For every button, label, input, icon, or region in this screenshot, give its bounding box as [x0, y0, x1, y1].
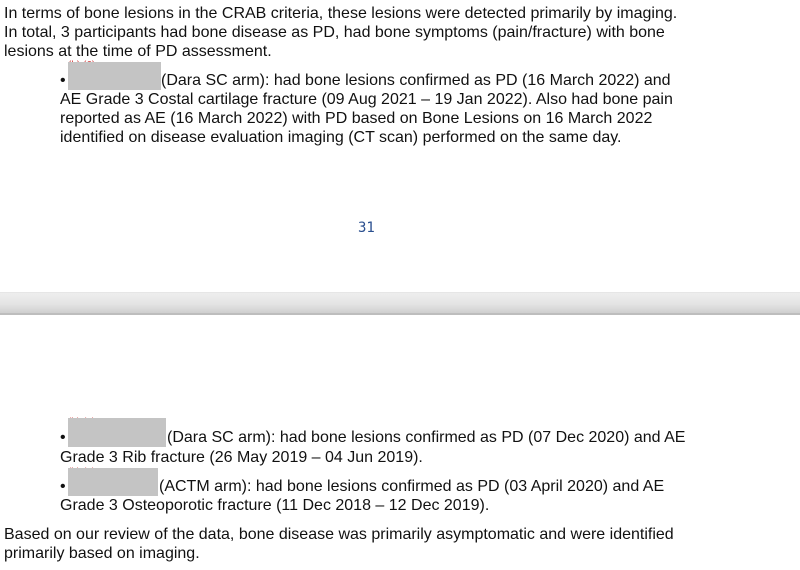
bullet-icon: • — [60, 72, 66, 89]
intro-line-3: lesions at the time of PD assessment. — [4, 43, 272, 60]
bullet-1-line-1: (Dara SC arm): had bone lesions confirmed as PD (16 March 2022) and — [161, 72, 671, 89]
page-separator — [0, 292, 800, 315]
redaction-box — [68, 62, 161, 90]
bullet-1-line-3: reported as AE (16 March 2022) with PD based on Bone Lesions on 16 March 2022 — [60, 110, 653, 127]
redaction-box — [68, 418, 166, 447]
bullet-icon: • — [60, 478, 66, 495]
bullet-2-line-1: (Dara SC arm): had bone lesions confirmed as PD (07 Dec 2020) and AE — [167, 429, 686, 446]
bullet-3-line-2: Grade 3 Osteoporotic fracture (11 Dec 2018 – 12 Dec 2019). — [60, 497, 490, 514]
bullet-icon: • — [60, 429, 66, 446]
bullet-1-line-4: identified on disease evaluation imaging (CT scan) performed on the same day. — [60, 129, 622, 146]
conclusion-line-1: Based on our review of the data, bone disease was primarily asymptomatic and were identified — [4, 526, 674, 543]
intro-line-1: In terms of bone lesions in the CRAB criteria, these lesions were detected primarily by imaging. — [4, 5, 678, 22]
page-number: 31 — [358, 220, 375, 236]
bullet-3-line-1: (ACTM arm): had bone lesions confirmed as PD (03 April 2020) and AE — [159, 478, 665, 495]
intro-line-2: In total, 3 participants had bone disease as PD, had bone symptoms (pain/fracture) with bone — [4, 24, 665, 41]
bullet-2-line-2: Grade 3 Rib fracture (26 May 2019 – 04 Jun 2019). — [60, 449, 423, 466]
conclusion-line-2: primarily based on imaging. — [4, 545, 200, 562]
redaction-box — [68, 468, 158, 496]
bullet-1-line-2: AE Grade 3 Costal cartilage fracture (09 Aug 2021 – 19 Jan 2022). Also had bone pain — [60, 91, 673, 108]
